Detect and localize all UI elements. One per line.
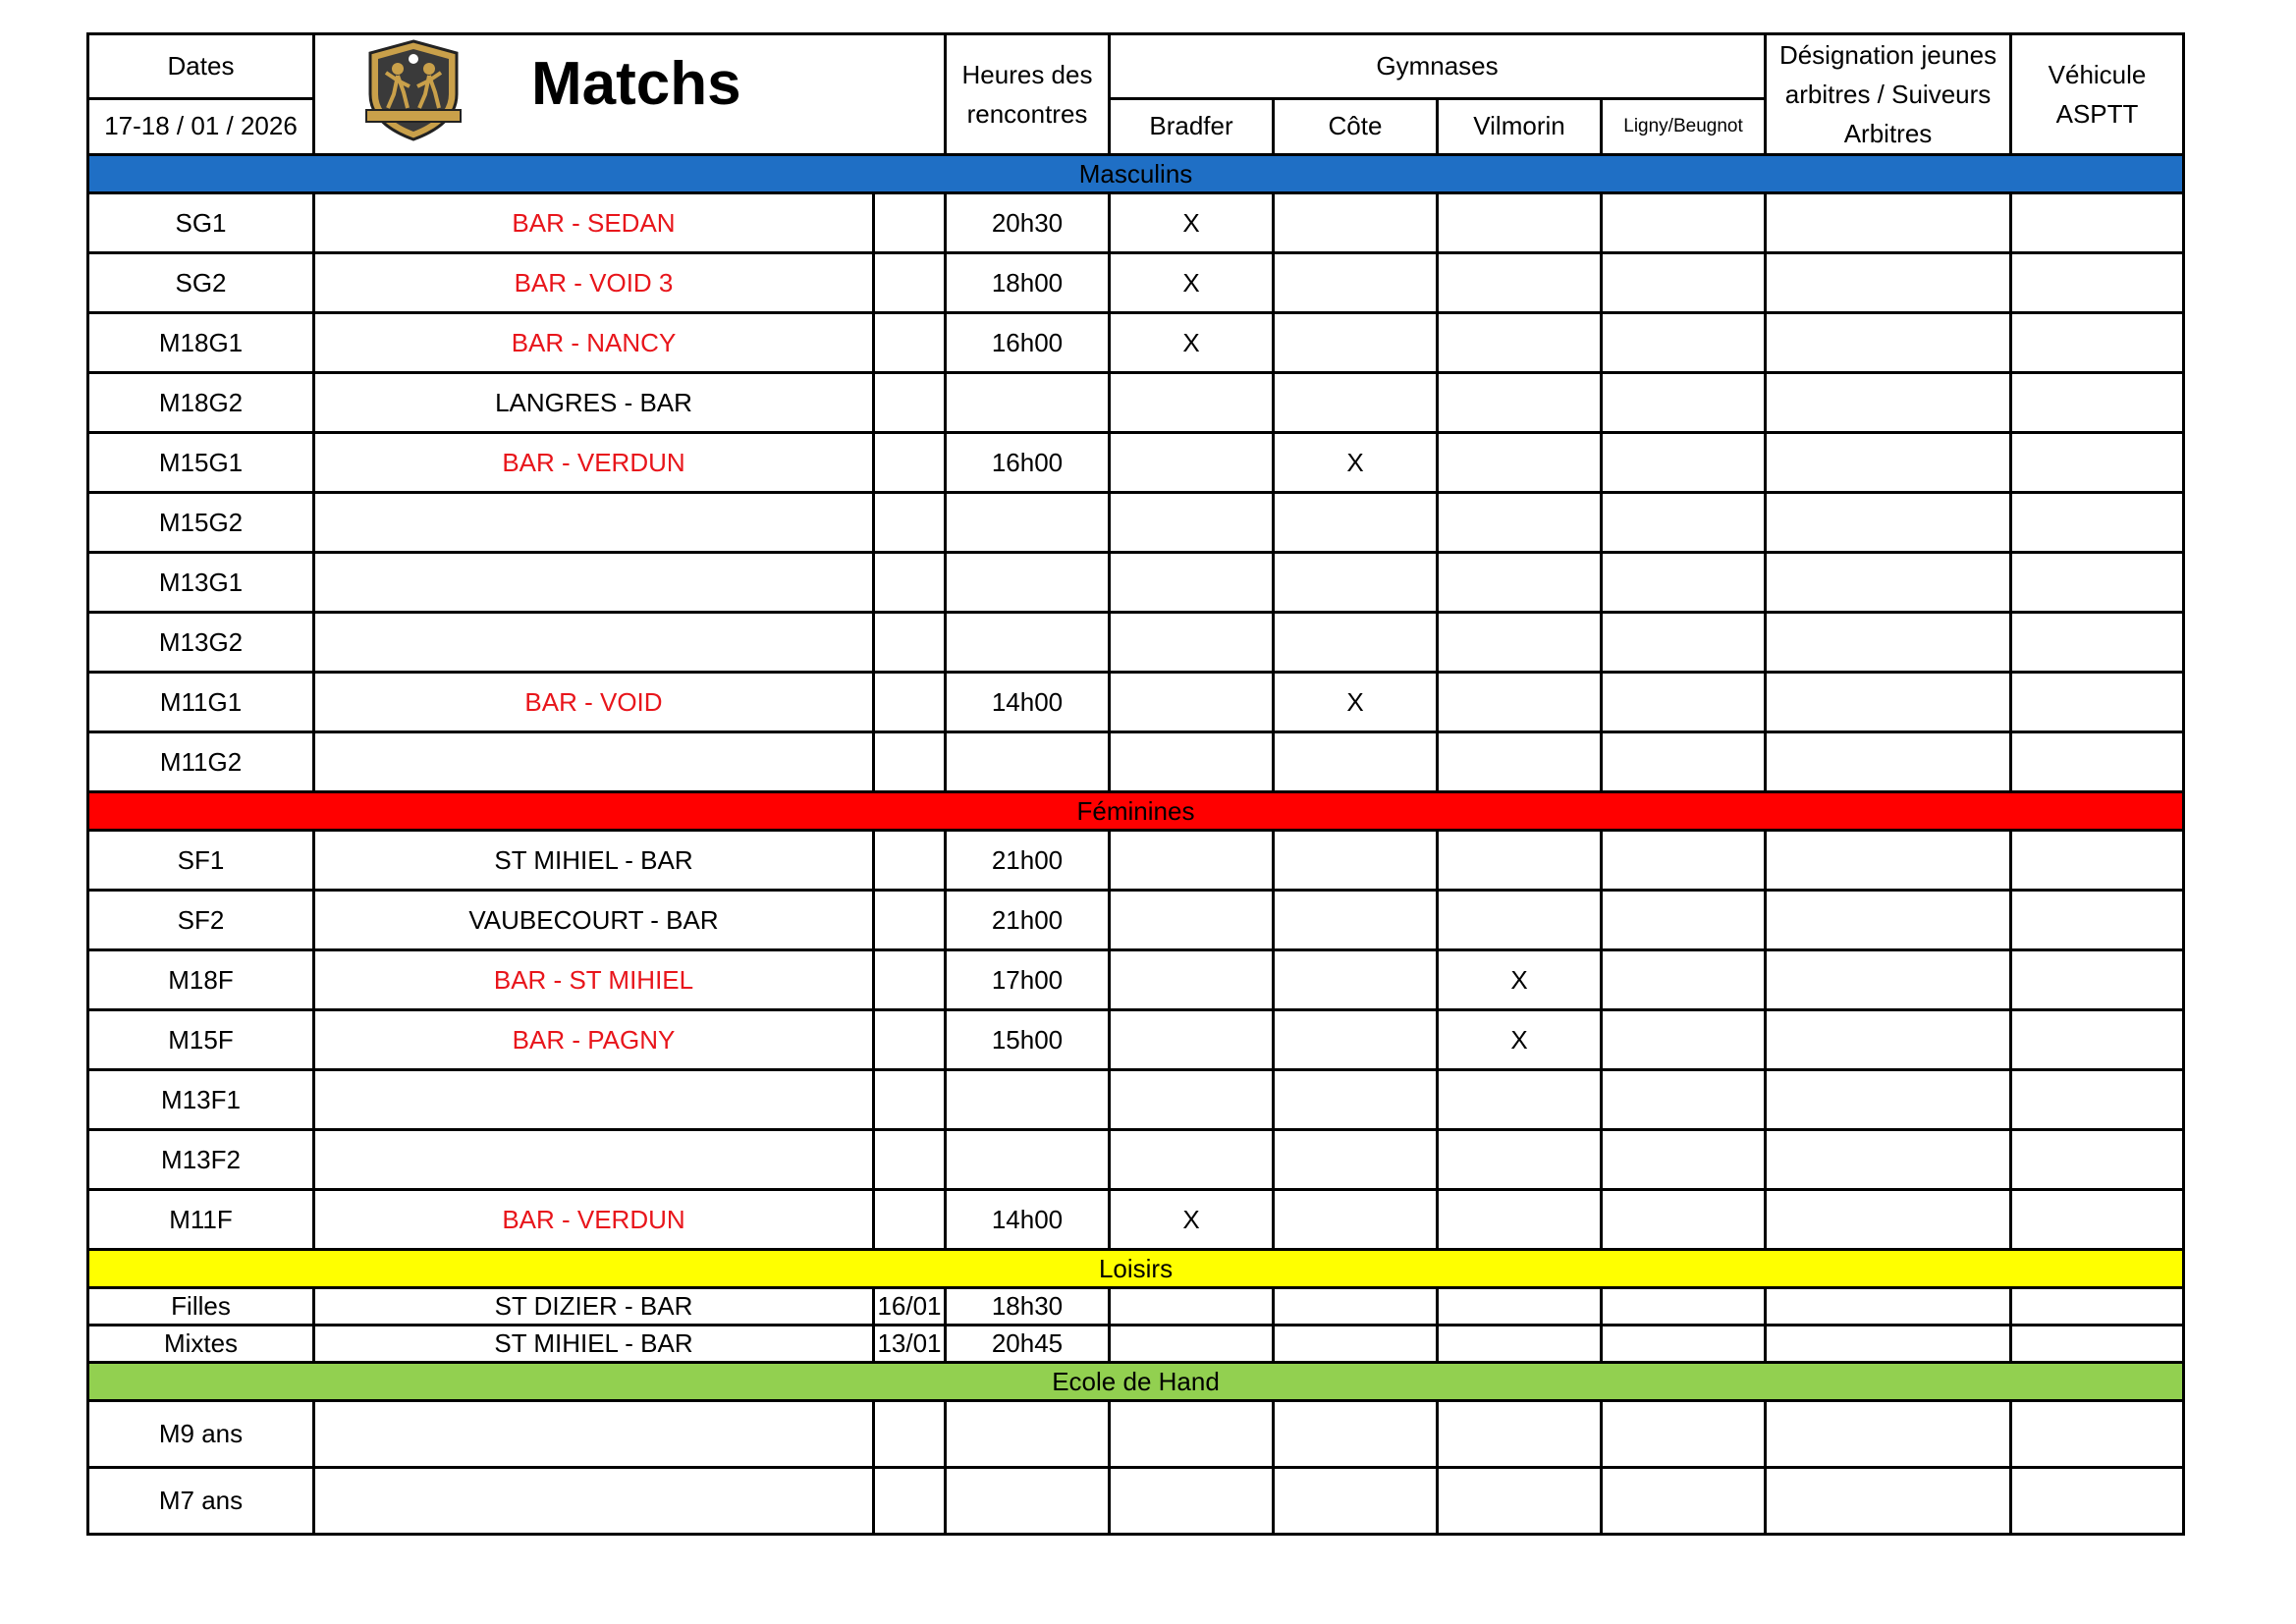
team-cell: M18G1: [88, 313, 314, 373]
date-cell: [874, 831, 946, 891]
vilmorin-cell: X: [1438, 950, 1602, 1010]
time-cell: 18h00: [946, 253, 1110, 313]
ligny-cell: [1602, 673, 1766, 732]
match-schedule-table: [86, 32, 2185, 1536]
vehicle-cell: [2011, 891, 2184, 950]
date-cell: [874, 313, 946, 373]
team-cell: M13G1: [88, 553, 314, 613]
designation-cell: [1766, 732, 2011, 792]
match-cell: BAR - VERDUN: [314, 1190, 874, 1250]
vilmorin-cell: [1438, 373, 1602, 433]
ligny-cell: [1602, 1326, 1766, 1363]
vehicle-cell: [2011, 831, 2184, 891]
dates-label: Dates: [88, 34, 314, 99]
cote-cell: [1274, 1326, 1438, 1363]
vilmorin-cell: [1438, 1401, 1602, 1468]
ligny-cell: [1602, 831, 1766, 891]
team-cell: Filles: [88, 1288, 314, 1326]
date-cell: [874, 1070, 946, 1130]
cote-cell: [1274, 950, 1438, 1010]
vilmorin-cell: X: [1438, 1010, 1602, 1070]
bradfer-cell: [1110, 732, 1274, 792]
table-row: [88, 193, 2184, 253]
vilmorin-cell: [1438, 553, 1602, 613]
ligny-cell: [1602, 1130, 1766, 1190]
table-row: [88, 1190, 2184, 1250]
time-cell: [946, 1070, 1110, 1130]
vilmorin-cell: [1438, 193, 1602, 253]
vilmorin-cell: [1438, 493, 1602, 553]
feminines-rows: [88, 831, 2184, 1250]
team-cell: M9 ans: [88, 1401, 314, 1468]
designation-cell: [1766, 831, 2011, 891]
team-cell: M15F: [88, 1010, 314, 1070]
date-cell: [874, 891, 946, 950]
team-cell: SG2: [88, 253, 314, 313]
section-feminines: [88, 792, 2184, 831]
section-ecole: [88, 1363, 2184, 1401]
vehicle-cell: [2011, 732, 2184, 792]
designation-cell: [1766, 1468, 2011, 1535]
ligny-cell: [1602, 613, 1766, 673]
table-row: [88, 493, 2184, 553]
vehicle-cell: [2011, 613, 2184, 673]
vehicle-cell: [2011, 1401, 2184, 1468]
ligny-cell: [1602, 1070, 1766, 1130]
date-cell: [874, 1468, 946, 1535]
team-cell: M15G1: [88, 433, 314, 493]
cote-cell: X: [1274, 673, 1438, 732]
designation-cell: [1766, 253, 2011, 313]
team-cell: SF2: [88, 891, 314, 950]
match-cell: ST MIHIEL - BAR: [314, 831, 874, 891]
match-cell: BAR - VOID: [314, 673, 874, 732]
designation-header: Désignation jeunes arbitres / Suiveurs Arbitres: [1766, 34, 2011, 155]
gym-vilmorin-header: Vilmorin: [1438, 98, 1602, 154]
designation-cell: [1766, 313, 2011, 373]
team-cell: M11G2: [88, 732, 314, 792]
designation-cell: [1766, 1288, 2011, 1326]
section-title: Féminines: [88, 792, 2184, 831]
vilmorin-cell: [1438, 313, 1602, 373]
vilmorin-cell: [1438, 732, 1602, 792]
bradfer-cell: [1110, 1130, 1274, 1190]
bradfer-cell: [1110, 673, 1274, 732]
vehicle-cell: [2011, 553, 2184, 613]
table-row: [88, 732, 2184, 792]
time-cell: 21h00: [946, 891, 1110, 950]
ligny-cell: [1602, 253, 1766, 313]
match-cell: [314, 1401, 874, 1468]
ligny-cell: [1602, 313, 1766, 373]
ecole-rows: [88, 1401, 2184, 1535]
date-cell: [874, 373, 946, 433]
match-cell: [314, 1130, 874, 1190]
cote-cell: [1274, 373, 1438, 433]
vehicle-cell: [2011, 1288, 2184, 1326]
section-loisirs: [88, 1250, 2184, 1288]
bradfer-cell: [1110, 373, 1274, 433]
date-cell: [874, 1130, 946, 1190]
masculins-rows: [88, 193, 2184, 792]
team-cell: M11G1: [88, 673, 314, 732]
ligny-cell: [1602, 553, 1766, 613]
designation-cell: [1766, 1190, 2011, 1250]
section-title: Loisirs: [88, 1250, 2184, 1288]
page-title: Matchs: [531, 50, 741, 118]
match-cell: BAR - SEDAN: [314, 193, 874, 253]
table-row: [88, 373, 2184, 433]
date-cell: 13/01: [874, 1326, 946, 1363]
table-row: [88, 433, 2184, 493]
date-cell: 16/01: [874, 1288, 946, 1326]
vehicle-header: Véhicule ASPTT: [2011, 34, 2184, 155]
designation-cell: [1766, 553, 2011, 613]
time-cell: [946, 1468, 1110, 1535]
time-cell: [946, 493, 1110, 553]
match-cell: BAR - NANCY: [314, 313, 874, 373]
ligny-cell: [1602, 1190, 1766, 1250]
table-row: [88, 891, 2184, 950]
designation-cell: [1766, 1010, 2011, 1070]
vilmorin-cell: [1438, 613, 1602, 673]
ligny-cell: [1602, 433, 1766, 493]
table-row: [88, 313, 2184, 373]
cote-cell: [1274, 1070, 1438, 1130]
cote-cell: [1274, 553, 1438, 613]
date-cell: [874, 1010, 946, 1070]
date-cell: [874, 253, 946, 313]
bradfer-cell: X: [1110, 253, 1274, 313]
section-title: Ecole de Hand: [88, 1363, 2184, 1401]
vehicle-cell: [2011, 673, 2184, 732]
table-row: [88, 553, 2184, 613]
designation-cell: [1766, 433, 2011, 493]
bradfer-cell: [1110, 1401, 1274, 1468]
designation-cell: [1766, 1070, 2011, 1130]
vehicle-cell: [2011, 1190, 2184, 1250]
vilmorin-cell: [1438, 891, 1602, 950]
bradfer-cell: [1110, 1468, 1274, 1535]
date-cell: [874, 193, 946, 253]
team-cell: SG1: [88, 193, 314, 253]
ligny-cell: [1602, 1468, 1766, 1535]
gym-ligny-header: Ligny/Beugnot: [1602, 98, 1766, 154]
vilmorin-cell: [1438, 1130, 1602, 1190]
time-cell: 16h00: [946, 313, 1110, 373]
cote-cell: [1274, 193, 1438, 253]
vilmorin-cell: [1438, 831, 1602, 891]
date-cell: [874, 613, 946, 673]
vehicle-cell: [2011, 493, 2184, 553]
team-cell: M18G2: [88, 373, 314, 433]
vehicle-cell: [2011, 253, 2184, 313]
cote-cell: [1274, 1288, 1438, 1326]
vehicle-cell: [2011, 433, 2184, 493]
ligny-cell: [1602, 1288, 1766, 1326]
vehicle-cell: [2011, 313, 2184, 373]
match-cell: [314, 732, 874, 792]
ligny-cell: [1602, 373, 1766, 433]
table-row: [88, 673, 2184, 732]
bradfer-cell: [1110, 553, 1274, 613]
time-cell: 15h00: [946, 1010, 1110, 1070]
date-cell: [874, 673, 946, 732]
date-cell: [874, 1190, 946, 1250]
cote-cell: [1274, 613, 1438, 673]
match-cell: [314, 1070, 874, 1130]
team-cell: M11F: [88, 1190, 314, 1250]
designation-cell: [1766, 373, 2011, 433]
time-cell: [946, 553, 1110, 613]
time-cell: 20h30: [946, 193, 1110, 253]
cote-cell: [1274, 1190, 1438, 1250]
vilmorin-cell: [1438, 433, 1602, 493]
bradfer-cell: X: [1110, 1190, 1274, 1250]
table-row: [88, 1468, 2184, 1535]
bradfer-cell: [1110, 891, 1274, 950]
vehicle-cell: [2011, 1070, 2184, 1130]
match-cell: LANGRES - BAR: [314, 373, 874, 433]
match-cell: BAR - VERDUN: [314, 433, 874, 493]
date-cell: [874, 732, 946, 792]
vehicle-cell: [2011, 193, 2184, 253]
ligny-cell: [1602, 193, 1766, 253]
table-row: [88, 950, 2184, 1010]
team-cell: M18F: [88, 950, 314, 1010]
team-cell: M13F1: [88, 1070, 314, 1130]
vilmorin-cell: [1438, 253, 1602, 313]
bradfer-cell: [1110, 1326, 1274, 1363]
gymnases-header: Gymnases: [1110, 34, 1766, 99]
bradfer-cell: [1110, 1010, 1274, 1070]
cote-cell: [1274, 313, 1438, 373]
match-cell: [314, 493, 874, 553]
vehicle-cell: [2011, 950, 2184, 1010]
vilmorin-cell: [1438, 1288, 1602, 1326]
designation-cell: [1766, 1401, 2011, 1468]
vilmorin-cell: [1438, 1190, 1602, 1250]
time-cell: [946, 373, 1110, 433]
time-cell: 18h30: [946, 1288, 1110, 1326]
match-cell: BAR - PAGNY: [314, 1010, 874, 1070]
time-cell: [946, 1130, 1110, 1190]
vehicle-cell: [2011, 1468, 2184, 1535]
bradfer-cell: X: [1110, 193, 1274, 253]
date-cell: [874, 493, 946, 553]
cote-cell: [1274, 831, 1438, 891]
designation-cell: [1766, 1130, 2011, 1190]
vehicle-cell: [2011, 1326, 2184, 1363]
cote-cell: X: [1274, 433, 1438, 493]
time-cell: [946, 613, 1110, 673]
ligny-cell: [1602, 1401, 1766, 1468]
vehicle-cell: [2011, 1010, 2184, 1070]
time-cell: [946, 1401, 1110, 1468]
team-cell: M13F2: [88, 1130, 314, 1190]
table-row: [88, 1070, 2184, 1130]
ligny-cell: [1602, 493, 1766, 553]
vilmorin-cell: [1438, 1070, 1602, 1130]
vehicle-cell: [2011, 1130, 2184, 1190]
vehicle-cell: [2011, 373, 2184, 433]
cote-cell: [1274, 1130, 1438, 1190]
team-cell: M13G2: [88, 613, 314, 673]
table-row: [88, 1010, 2184, 1070]
date-cell: [874, 950, 946, 1010]
bradfer-cell: [1110, 433, 1274, 493]
cote-cell: [1274, 1010, 1438, 1070]
match-cell: VAUBECOURT - BAR: [314, 891, 874, 950]
bradfer-cell: [1110, 831, 1274, 891]
cote-cell: [1274, 732, 1438, 792]
team-cell: Mixtes: [88, 1326, 314, 1363]
bradfer-cell: [1110, 613, 1274, 673]
table-row: [88, 831, 2184, 891]
time-cell: 17h00: [946, 950, 1110, 1010]
date-cell: [874, 1401, 946, 1468]
designation-cell: [1766, 673, 2011, 732]
designation-cell: [1766, 613, 2011, 673]
hours-header: Heures des rencontres: [946, 34, 1110, 155]
table-row: [88, 1288, 2184, 1326]
bradfer-cell: [1110, 493, 1274, 553]
loisirs-rows: [88, 1288, 2184, 1363]
bradfer-cell: [1110, 1070, 1274, 1130]
table-row: [88, 1326, 2184, 1363]
match-cell: [314, 613, 874, 673]
table-row: [88, 1401, 2184, 1468]
cote-cell: [1274, 1468, 1438, 1535]
time-cell: 14h00: [946, 1190, 1110, 1250]
designation-cell: [1766, 493, 2011, 553]
gym-cote-header: Côte: [1274, 98, 1438, 154]
bradfer-cell: [1110, 950, 1274, 1010]
section-masculins: [88, 155, 2184, 193]
match-cell: BAR - VOID 3: [314, 253, 874, 313]
time-cell: 20h45: [946, 1326, 1110, 1363]
time-cell: 21h00: [946, 831, 1110, 891]
time-cell: 16h00: [946, 433, 1110, 493]
table-row: [88, 613, 2184, 673]
cote-cell: [1274, 1401, 1438, 1468]
ligny-cell: [1602, 891, 1766, 950]
bradfer-cell: [1110, 1288, 1274, 1326]
designation-cell: [1766, 950, 2011, 1010]
section-title: Masculins: [88, 155, 2184, 193]
cote-cell: [1274, 253, 1438, 313]
time-cell: [946, 732, 1110, 792]
match-cell: ST MIHIEL - BAR: [314, 1326, 874, 1363]
cote-cell: [1274, 891, 1438, 950]
title-cell: [314, 34, 946, 155]
team-cell: SF1: [88, 831, 314, 891]
designation-cell: [1766, 891, 2011, 950]
ligny-cell: [1602, 1010, 1766, 1070]
cote-cell: [1274, 493, 1438, 553]
match-cell: [314, 553, 874, 613]
team-cell: M15G2: [88, 493, 314, 553]
date-cell: [874, 553, 946, 613]
club-logo-icon: [364, 39, 463, 141]
table-row: [88, 253, 2184, 313]
date-cell: [874, 433, 946, 493]
vilmorin-cell: [1438, 1326, 1602, 1363]
vilmorin-cell: [1438, 1468, 1602, 1535]
match-cell: ST DIZIER - BAR: [314, 1288, 874, 1326]
table-row: [88, 1130, 2184, 1190]
ligny-cell: [1602, 950, 1766, 1010]
designation-cell: [1766, 193, 2011, 253]
vilmorin-cell: [1438, 673, 1602, 732]
match-cell: [314, 1468, 874, 1535]
dates-value: 17-18 / 01 / 2026: [88, 98, 314, 154]
gym-bradfer-header: Bradfer: [1110, 98, 1274, 154]
team-cell: M7 ans: [88, 1468, 314, 1535]
match-cell: BAR - ST MIHIEL: [314, 950, 874, 1010]
time-cell: 14h00: [946, 673, 1110, 732]
bradfer-cell: X: [1110, 313, 1274, 373]
ligny-cell: [1602, 732, 1766, 792]
designation-cell: [1766, 1326, 2011, 1363]
